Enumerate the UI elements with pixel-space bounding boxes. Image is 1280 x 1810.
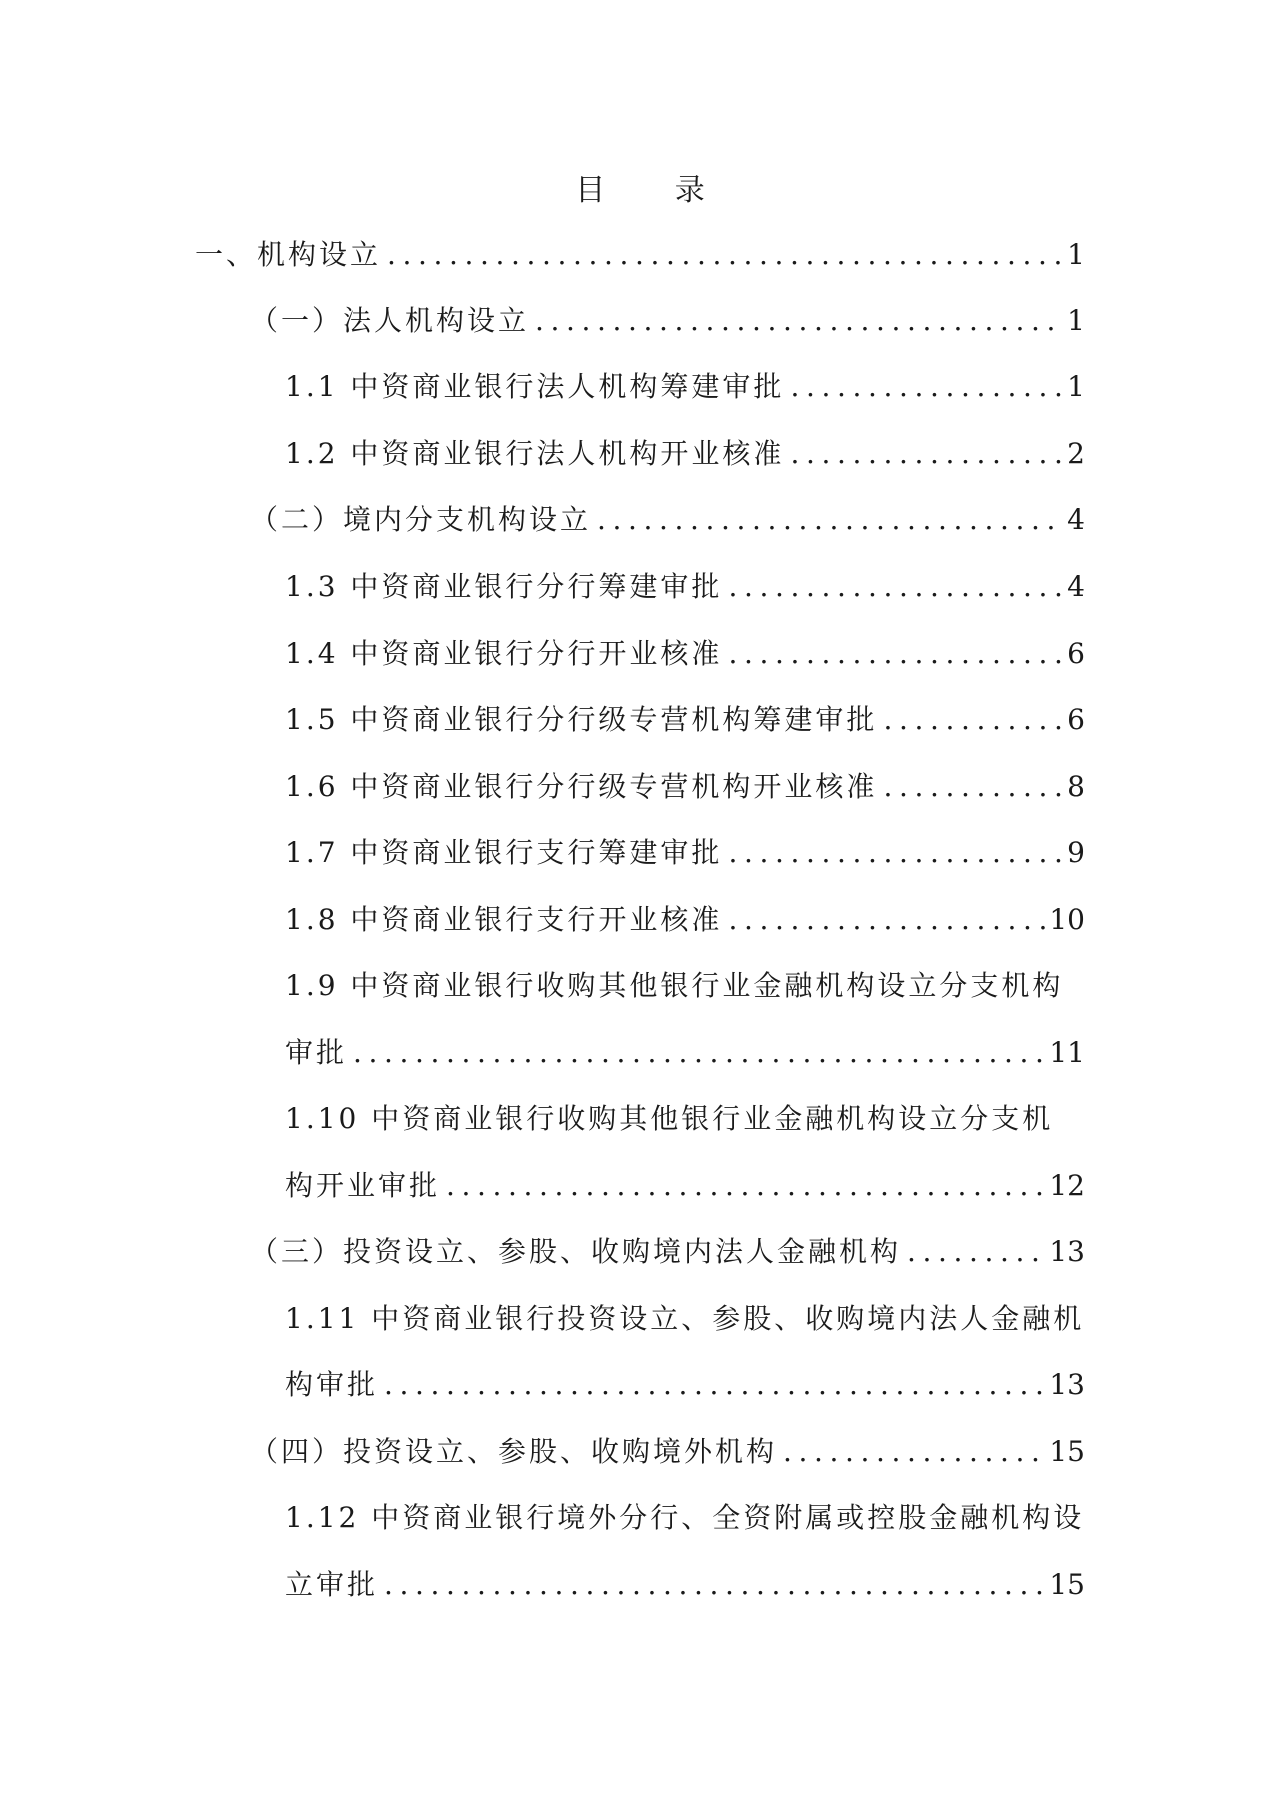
toc-entry-page: 13 (1049, 1368, 1085, 1401)
toc-entry-page: 1 (1067, 238, 1085, 271)
toc-entry-label: 构开业审批 (285, 1169, 441, 1202)
toc-entry-label: 1.1 中资商业银行法人机构筹建审批 (285, 370, 785, 403)
toc-entry-page: 9 (1067, 836, 1085, 869)
toc-entry-page: 2 (1067, 437, 1085, 470)
dot-leader (883, 767, 1063, 807)
toc-entry[interactable] (250, 301, 1085, 341)
toc-entry[interactable] (285, 700, 1085, 740)
toc-entry-label: 1.6 中资商业银行分行级专营机构开业核准 (285, 770, 878, 803)
dot-leader (728, 567, 1063, 607)
toc-entry-label-line1[interactable]: 1.12 中资商业银行境外分行、全资附属或控股金融机构设 (285, 1501, 1085, 1534)
dot-leader (384, 1565, 1045, 1605)
dot-leader (790, 367, 1063, 407)
toc-entry-page: 11 (1049, 1036, 1085, 1069)
dot-leader (728, 634, 1063, 674)
toc-entry-label: （四）投资设立、参股、收购境外机构 (250, 1435, 778, 1468)
dot-leader (446, 1166, 1045, 1206)
toc-entry[interactable] (285, 434, 1085, 474)
toc-entry-label: 1.5 中资商业银行分行级专营机构筹建审批 (285, 703, 878, 736)
toc-entry[interactable] (285, 767, 1085, 807)
toc-entry-label: 审批 (285, 1036, 348, 1069)
toc-entry-page: 1 (1067, 370, 1085, 403)
dot-leader (535, 301, 1063, 341)
dot-leader (728, 900, 1045, 940)
toc-entry-page: 15 (1049, 1435, 1085, 1468)
toc-entry-page: 13 (1049, 1235, 1085, 1268)
toc-entry[interactable] (285, 634, 1085, 674)
toc-entry[interactable] (285, 1166, 1085, 1206)
toc-entry-page: 6 (1067, 637, 1085, 670)
toc-entry-page: 1 (1067, 304, 1085, 337)
dot-leader (783, 1432, 1045, 1472)
toc-entry[interactable] (285, 367, 1085, 407)
dot-leader (384, 1365, 1045, 1405)
dot-leader (907, 1232, 1045, 1272)
toc-entry-label: 1.7 中资商业银行支行筹建审批 (285, 836, 723, 869)
toc-entry-label: 1.3 中资商业银行分行筹建审批 (285, 570, 723, 603)
toc-entry[interactable] (285, 1565, 1085, 1605)
toc-entry-label: 1.4 中资商业银行分行开业核准 (285, 637, 723, 670)
toc-entry-label: （三）投资设立、参股、收购境内法人金融机构 (250, 1235, 902, 1268)
toc-entry-label: 立审批 (285, 1568, 379, 1601)
toc-entry-label: 一、机构设立 (195, 238, 382, 271)
toc-entry[interactable] (285, 900, 1085, 940)
toc-entry[interactable] (250, 1432, 1085, 1472)
dot-leader (387, 235, 1063, 275)
toc-entry-label: （一）法人机构设立 (250, 304, 530, 337)
toc-entry-label-line1[interactable]: 1.11 中资商业银行投资设立、参股、收购境内法人金融机 (285, 1302, 1085, 1335)
dot-leader (728, 833, 1063, 873)
dot-leader (883, 700, 1063, 740)
toc-entry[interactable] (195, 235, 1085, 275)
toc-title: 目 录 (575, 173, 735, 208)
toc-entry-label: 构审批 (285, 1368, 379, 1401)
toc-entry-page: 6 (1067, 703, 1085, 736)
toc-entry[interactable] (250, 500, 1085, 540)
dot-leader (353, 1033, 1045, 1073)
toc-entry[interactable] (285, 567, 1085, 607)
toc-entry-label: 1.8 中资商业银行支行开业核准 (285, 903, 723, 936)
toc-entry[interactable] (285, 833, 1085, 873)
toc-entry-page: 8 (1067, 770, 1085, 803)
toc-entry[interactable] (285, 1365, 1085, 1405)
toc-entry-page: 4 (1067, 570, 1085, 603)
toc-entry-page: 10 (1049, 903, 1085, 936)
dot-leader (790, 434, 1063, 474)
toc-entry-label: 1.2 中资商业银行法人机构开业核准 (285, 437, 785, 470)
toc-entry-page: 4 (1067, 503, 1085, 536)
toc-entry-label: （二）境内分支机构设立 (250, 503, 592, 536)
toc-entry-label-line1[interactable]: 1.10 中资商业银行收购其他银行业金融机构设立分支机 (285, 1102, 1054, 1135)
toc-entry[interactable] (285, 1033, 1085, 1073)
toc-entry-page: 15 (1049, 1568, 1085, 1601)
toc-entry[interactable] (250, 1232, 1085, 1272)
dot-leader (597, 500, 1063, 540)
toc-entry-label-line1[interactable]: 1.9 中资商业银行收购其他银行业金融机构设立分支机构 (285, 969, 1064, 1002)
toc-entry-page: 12 (1049, 1169, 1085, 1202)
